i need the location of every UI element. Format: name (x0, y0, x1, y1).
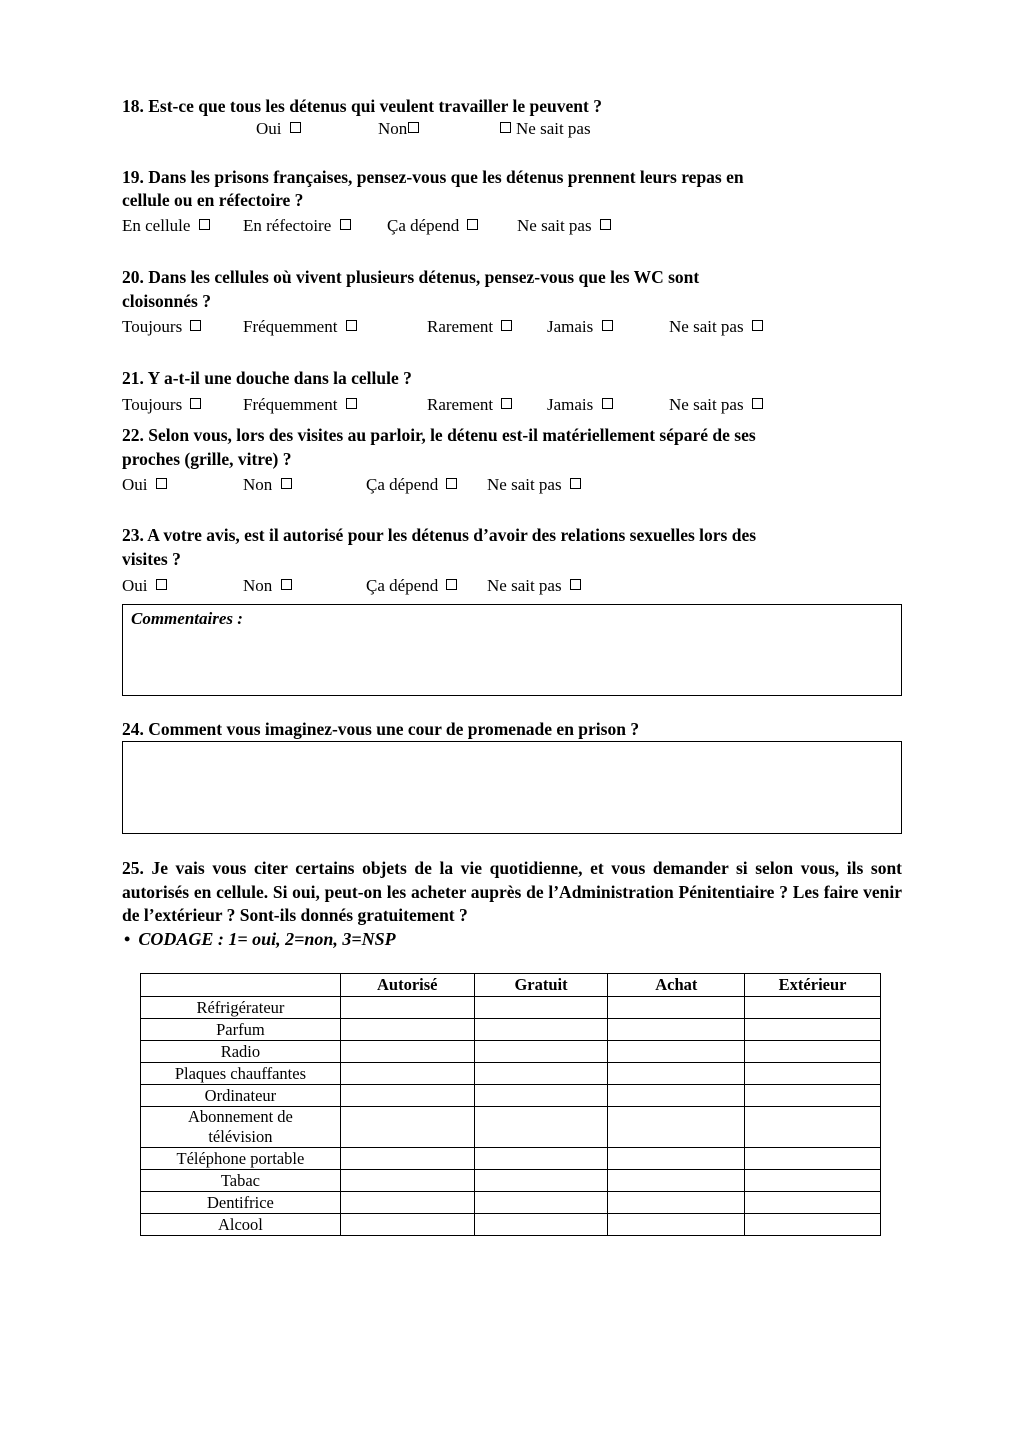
checkbox[interactable] (190, 320, 201, 331)
question-18-title: 18. Est-ce que tous les détenus qui veulent travailler le peuvent ? (122, 96, 602, 116)
table-cell[interactable] (340, 1192, 474, 1214)
table-cell[interactable] (340, 1085, 474, 1107)
row-label: Tabac (141, 1170, 341, 1192)
checkbox[interactable] (346, 398, 357, 409)
q18-option-label: Ne sait pas (516, 119, 591, 138)
option-label: Oui (122, 576, 148, 595)
table-cell[interactable] (474, 1214, 608, 1236)
table-header: Extérieur (745, 974, 881, 997)
question-22-title-cont: proches (grille, vitre) ? (122, 449, 292, 469)
table-cell[interactable] (608, 1041, 745, 1063)
checkbox[interactable] (408, 122, 419, 133)
table-cell[interactable] (745, 997, 881, 1019)
table-cell[interactable] (745, 1063, 881, 1085)
checkbox[interactable] (446, 478, 457, 489)
table-cell[interactable] (608, 997, 745, 1019)
checkbox[interactable] (602, 398, 613, 409)
checkbox[interactable] (190, 398, 201, 409)
row-label: Parfum (141, 1019, 341, 1041)
table-cell[interactable] (340, 1170, 474, 1192)
checkbox[interactable] (570, 579, 581, 590)
q23-option-depend[interactable] (366, 576, 457, 596)
checkbox[interactable] (752, 320, 763, 331)
question-24-title: 24. Comment vous imaginez-vous une cour de promenade en prison ? (122, 719, 640, 739)
row-label: Abonnement de télévision (141, 1107, 341, 1148)
table-cell[interactable] (608, 1214, 745, 1236)
table-row (141, 1041, 881, 1063)
q19-option-nsp[interactable] (517, 216, 611, 236)
row-label: Réfrigérateur (141, 997, 341, 1019)
table-row (141, 1214, 881, 1236)
row-label: Téléphone portable (141, 1148, 341, 1170)
option-label: Jamais (547, 395, 594, 414)
table-row (141, 1148, 881, 1170)
question-23-title: 23. A votre avis, est il autorisé pour les détenus d’avoir des relations sexuelles lors des (122, 525, 757, 545)
table-row (141, 1085, 881, 1107)
table-header-row (141, 974, 881, 997)
row-label: Radio (141, 1041, 341, 1063)
q24-answer-box[interactable] (122, 741, 902, 834)
option-label: Non (243, 576, 273, 595)
option-label: Fréquemment (243, 317, 338, 336)
q21-option-rarement[interactable] (427, 395, 512, 415)
table-cell[interactable] (474, 1192, 608, 1214)
table-cell[interactable] (745, 1192, 881, 1214)
table-cell[interactable] (608, 1107, 745, 1148)
option-label: Ne sait pas (669, 317, 744, 336)
table-cell[interactable] (474, 997, 608, 1019)
table-cell[interactable] (340, 997, 474, 1019)
row-label: Alcool (141, 1214, 341, 1236)
option-label: Ne sait pas (669, 395, 744, 414)
question-25-text: 25. Je vais vous citer certains objets de la vie quotidienne, et vous demander si selon vous, ils sont autorisés en cellule. Si oui, peut-on les acheter auprès de l’Administration Pénitentiaire ? Les faire venir de l’extérieur ? Sont-ils donnés gratuitement ? (122, 858, 902, 925)
option-label: Non (243, 475, 273, 494)
table-cell[interactable] (745, 1085, 881, 1107)
option-label: Jamais (547, 317, 594, 336)
table-cell[interactable] (474, 1041, 608, 1063)
table-header (141, 974, 341, 997)
checkbox[interactable] (467, 219, 478, 230)
q21-option-jamais[interactable] (547, 395, 613, 415)
q22-option-oui[interactable] (122, 475, 167, 495)
option-label: Toujours (122, 317, 183, 336)
checkbox[interactable] (570, 478, 581, 489)
checkbox[interactable] (501, 320, 512, 331)
q20-option-rarement[interactable] (427, 317, 512, 337)
table-row (141, 1107, 881, 1148)
q23-option-oui[interactable] (122, 576, 167, 596)
table-cell[interactable] (474, 1063, 608, 1085)
table-cell[interactable] (340, 1107, 474, 1148)
table-cell[interactable] (608, 1019, 745, 1041)
table-cell[interactable] (608, 1063, 745, 1085)
q18-option-oui[interactable] (256, 119, 301, 139)
option-label: En réfectoire (243, 216, 332, 235)
q20-option-nsp[interactable] (669, 317, 763, 337)
checkbox[interactable] (602, 320, 613, 331)
q21-option-nsp[interactable] (669, 395, 763, 415)
option-label: Ne sait pas (487, 475, 562, 494)
comment-label: Commentaires : (131, 609, 243, 628)
option-label: Fréquemment (243, 395, 338, 414)
question-19-title-cont: cellule ou en réfectoire ? (122, 190, 304, 210)
table-header: Gratuit (474, 974, 608, 997)
checkbox[interactable] (346, 320, 357, 331)
option-label: Ça dépend (366, 475, 439, 494)
table-cell[interactable] (474, 1085, 608, 1107)
table-cell[interactable] (608, 1170, 745, 1192)
table-cell[interactable] (474, 1170, 608, 1192)
table-cell[interactable] (474, 1019, 608, 1041)
option-label: En cellule (122, 216, 191, 235)
coding-line (124, 929, 396, 950)
option-label: Oui (122, 475, 148, 494)
question-23-title-cont: visites ? (122, 549, 181, 569)
table-header: Achat (608, 974, 745, 997)
table-cell[interactable] (608, 1148, 745, 1170)
question-20-title-cont: cloisonnés ? (122, 291, 211, 311)
bullet-icon: • (124, 929, 131, 949)
table-cell[interactable] (745, 1019, 881, 1041)
table-cell[interactable] (745, 1107, 881, 1148)
question-19-title: 19. Dans les prisons françaises, pensez-vous que les détenus prennent leurs repas en (122, 167, 744, 187)
q19-option-refectoire[interactable] (243, 216, 351, 236)
checkbox[interactable] (290, 122, 301, 133)
table-cell[interactable] (745, 1214, 881, 1236)
question-22-title: 22. Selon vous, lors des visites au parloir, le détenu est-il matériellement séparé de ses (122, 425, 756, 445)
table-cell[interactable] (745, 1148, 881, 1170)
checkbox[interactable] (500, 122, 511, 133)
q22-option-nsp[interactable] (487, 475, 581, 495)
q23-comment-box[interactable] (122, 604, 902, 696)
table-row (141, 1170, 881, 1192)
table-cell[interactable] (340, 1063, 474, 1085)
option-label: Rarement (427, 317, 494, 336)
table-cell[interactable] (608, 1192, 745, 1214)
q18-option-nsp[interactable] (500, 119, 591, 139)
row-label: Dentifrice (141, 1192, 341, 1214)
q18-option-label: Oui (256, 119, 282, 138)
row-label: Plaques chauffantes (141, 1063, 341, 1085)
table-cell[interactable] (474, 1107, 608, 1148)
row-label: Ordinateur (141, 1085, 341, 1107)
q22-option-depend[interactable] (366, 475, 457, 495)
option-label: Ne sait pas (487, 576, 562, 595)
table-cell[interactable] (474, 1148, 608, 1170)
table-row (141, 997, 881, 1019)
checkbox[interactable] (752, 398, 763, 409)
table-cell[interactable] (340, 1214, 474, 1236)
option-label: Ne sait pas (517, 216, 592, 235)
table-cell[interactable] (745, 1170, 881, 1192)
q20-option-toujours[interactable] (122, 317, 201, 337)
option-label: Toujours (122, 395, 183, 414)
q23-option-nsp[interactable] (487, 576, 581, 596)
checkbox[interactable] (340, 219, 351, 230)
question-20-title: 20. Dans les cellules où vivent plusieurs détenus, pensez-vous que les WC sont (122, 267, 700, 287)
q19-option-cellule[interactable] (122, 216, 210, 236)
q22-option-non[interactable] (243, 475, 292, 495)
option-label: Ça dépend (387, 216, 460, 235)
table-cell[interactable] (340, 1041, 474, 1063)
table-cell[interactable] (608, 1085, 745, 1107)
table-cell[interactable] (340, 1019, 474, 1041)
q20-option-frequemment[interactable] (243, 317, 357, 337)
question-21-title: 21. Y a-t-il une douche dans la cellule ? (122, 368, 412, 388)
table-header: Autorisé (340, 974, 474, 997)
checkbox[interactable] (281, 478, 292, 489)
table-row (141, 1019, 881, 1041)
q21-option-toujours[interactable] (122, 395, 201, 415)
q19-option-depend[interactable] (387, 216, 478, 236)
checkbox[interactable] (156, 579, 167, 590)
q21-option-frequemment[interactable] (243, 395, 357, 415)
checkbox[interactable] (501, 398, 512, 409)
q23-option-non[interactable] (243, 576, 292, 596)
option-label: Ça dépend (366, 576, 439, 595)
table-cell[interactable] (745, 1041, 881, 1063)
q18-option-label: Non (378, 119, 408, 138)
table-cell[interactable] (340, 1148, 474, 1170)
q20-option-jamais[interactable] (547, 317, 613, 337)
checkbox[interactable] (199, 219, 210, 230)
coding-label: CODAGE : 1= oui, 2=non, 3=NSP (138, 929, 396, 949)
table-row (141, 1063, 881, 1085)
checkbox[interactable] (600, 219, 611, 230)
checkbox[interactable] (156, 478, 167, 489)
checkbox[interactable] (446, 579, 457, 590)
option-label: Rarement (427, 395, 494, 414)
q18-option-non[interactable] (378, 119, 419, 139)
checkbox[interactable] (281, 579, 292, 590)
objects-table (140, 973, 881, 1236)
table-row (141, 1192, 881, 1214)
